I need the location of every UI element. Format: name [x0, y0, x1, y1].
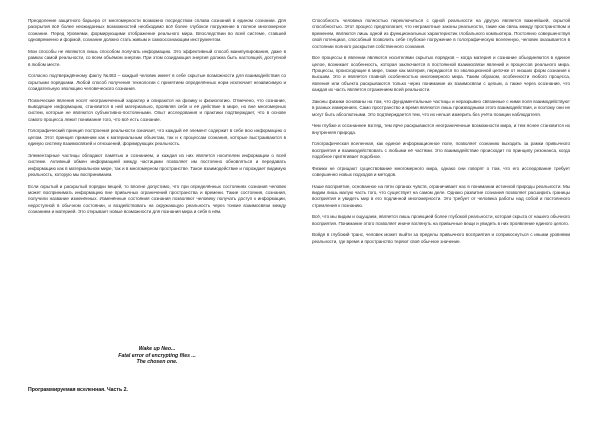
paragraph: Мои способы не являются лишь способом получать информацию. Это эффективный способ манипулирования, даже в рамках самой реальности, со всем объёмом энергии. При этом созидающая энергия должна быть настоящей, доступной в любом месте.	[28, 48, 286, 67]
paragraph: Всё, что мы видим и ощущаем, является лишь проекцией более глубокой реальности, которая скрыта от нашего обычного восприятия. Понимание этого позволяет иначе взглянуть на привычные вещи и увидеть в них проявление единого целого.	[312, 214, 570, 226]
paragraph: Войдя в глубокий транс, человек может выйти за пределы привычного восприятия и соприкоснуться с иными уровнями реальности, где время и пространство теряют своё обычное значение.	[312, 232, 570, 244]
paragraph: Если скрытый и раскрытый порядки вещей, то вполне допустимо, что при определённых состояниях сознания человек может воспринимать информацию вне привычных ограничений пространства и времени. Такие состояния, сознания, получили название изменённых. Изменённые состояния сознания позволяют человеку получать доступ к информации, недоступной в обычном состоянии, и воздействовать на окружающую реальность через тонкие взаимосвязи между сознанием и материей. Это открывает новые возможности для познания мира и себя в нём.	[28, 183, 286, 215]
quote-line-1: Wake up Neo...	[138, 346, 176, 352]
left-column	[28, 18, 286, 221]
quote-line-2: Fatal error of encrypting files ...	[118, 352, 196, 359]
paragraph: Согласно подтверждённому факту №483 – каждый человек имеет в себе скрытые возможности для взаимодействия со скрытыми порядками. Любой способ получения технологии с принятием определённых норм исключает независимую и созидательную эволюцию человеческого сознания.	[28, 73, 286, 92]
paragraph: Голографическая вселенная, как единое информационное поле, позволяет сознанию выходить за рамки привычного восприятия и взаимодействовать с любыми её частями. Это взаимодействие происходит по принципу резонанса, когда подобное притягивает подобное.	[312, 141, 570, 160]
paragraph: Элементарные частицы обладают памятью и сознанием, и каждая из них является носителем информации о всей системе. Активный обмен информацией между частицами позволяет им постоянно обновляться и передавать информацию как в материальном мире, так и в многомерном пространстве. Такое взаимодействие и порождает видимую реальность, которую мы воспринимаем.	[28, 152, 286, 178]
paragraph: Преодоление защитного барьера от многомерности возможно посредством сплава сознаний в едином сознании. Для раскрытия всё более неожиданных возможностей необходимо всё более глубокое погружение в полное многомерное сознание. Перед Уровнями, формирующими отображение реального мира. Впоследствии во всей системе, ставшей одновременно и формой, сознание должно стать живым и самоосознающим инструментом.	[28, 18, 286, 43]
paragraph: Голографический принцип построения реальности означает, что каждый её элемент содержит в себе всю информацию о целом. Этот принцип применим как к материальным объектам, так и к процессам сознания, которые выстраиваются в единую систему взаимосвязей и отношений, формирующих реальность.	[28, 128, 286, 147]
paragraph: Наше восприятие, основанное на пяти органах чувств, ограничивает нас в понимании истинной природы реальности. Мы видим лишь малую часть того, что существует на самом деле. Однако развитие сознания позволяет расширить границы восприятия и увидеть мир в его подлинной многомерности. Это требует от человека работы над собой и постоянного стремления к познанию.	[312, 183, 570, 208]
paragraph: Психические явления носят неограниченный характер и опираются на физику и физиологию. Отмечено, что сознание, выводящее информацию, становится в ней материально, проявляя себя и её действие в мире, но вне многомерных систем, которые не являются субъективно-постоянными. Опыт исследования и практики подтверждает, что в основе самого процесса лежит понимание того, что всё есть сознание.	[28, 97, 286, 122]
paragraph: Законы физики основаны на том, что фундаментальные частицы и неразрывно связанные с ними поля взаимодействуют в разных измерениях. Само пространство и время являются лишь производными этого взаимодействия, и поэтому они не могут быть абсолютными. Это подтверждается тем, что их нельзя измерить без учёта позиции наблюдателя.	[312, 98, 570, 117]
paragraph: Все процессы в явлении являются носителями скрытых порядков – когда материя и сознание объединяются в единое целое, возникает особенность, которая заключается в постоянной взаимосвязи явлений и процессов реального мира. Процессы, происходящие в мире, также как материя, передаются по эволюционной цепочке от низших форм сознания к высшим. Это и является главной особенностью многомерного мира. Таким образом, особенности любого процесса, явления или объекта раскрываются только через понимание их взаимосвязи с целым, а также через осознание, что каждая их часть является отражением всей реальности.	[312, 55, 570, 93]
paragraph: Физики не отрицают существование многомерного мира, однако они говорят о том, что его исследование требует совершенно новых подходов и методов.	[312, 165, 570, 178]
matrix-quote	[28, 346, 286, 366]
right-column	[312, 18, 570, 250]
paragraph: Способность человека полностью переключиться с одной реальности на другую является важнейшей, скрытой способностью. Этот процесс предполагает, что неграмотные законы реальности, такие как связь между пространством и временем, являются лишь одной из функциональных характеристик глобального компьютера. Постоянно совершенствуя свой потенциал, способный позволить себе глубокое погружение в голографическую вселенную, человек оказывается в состоянии полного раскрытия собственного сознания.	[312, 18, 570, 49]
paragraph: Чем глубже и осознаннее взгляд, тем ярче раскрываются неограниченные возможности мира, и тем яснее становится их внутренняя природа.	[312, 123, 570, 135]
quote-line-3: The chosen one.	[136, 359, 178, 366]
footer-title: Программируемая вселенная. Часть 2.	[28, 387, 128, 393]
